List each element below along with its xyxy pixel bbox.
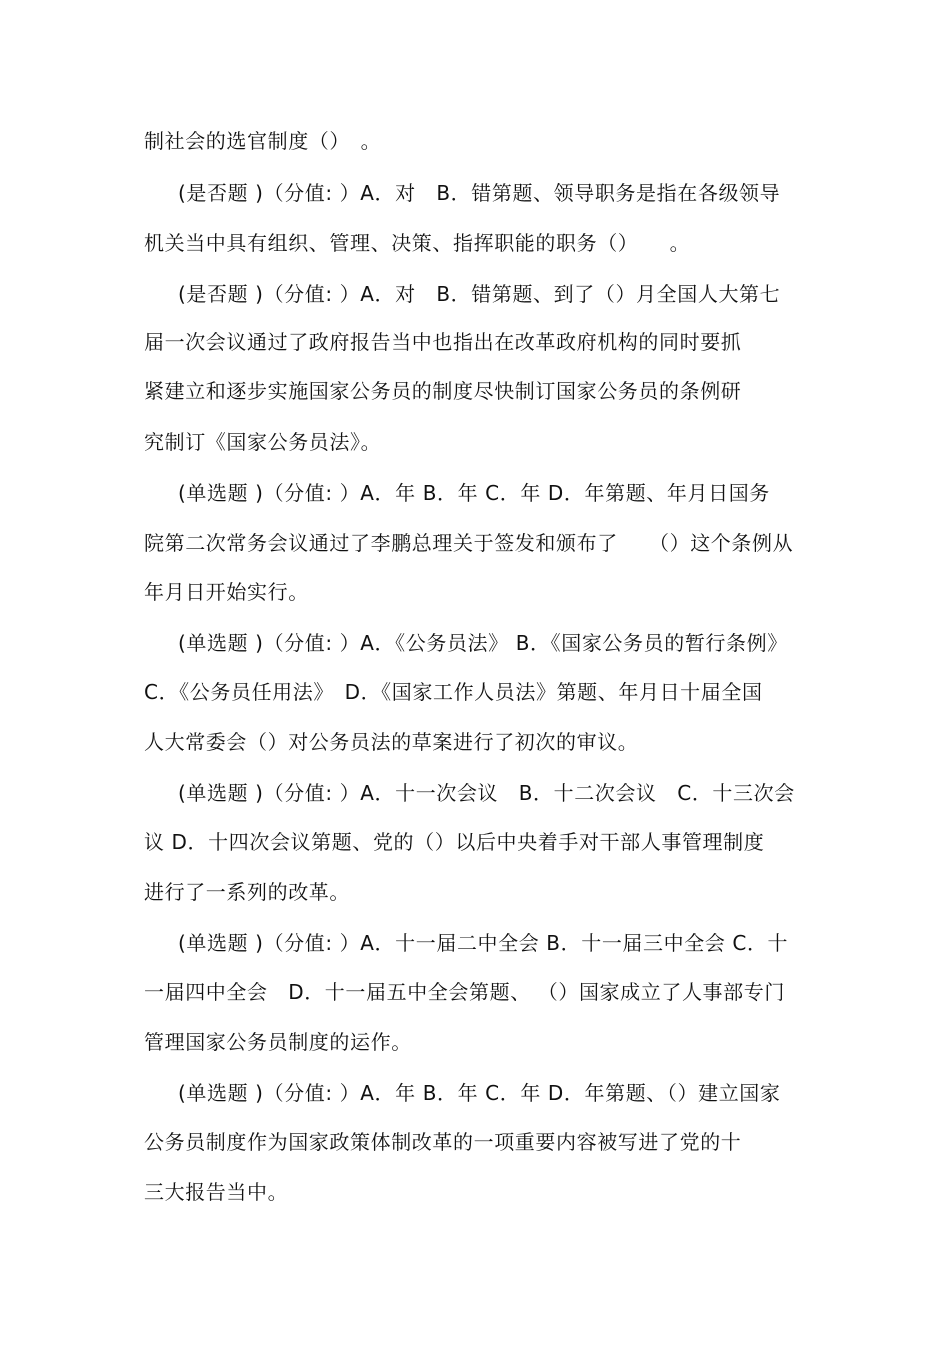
text-line: 公务员制度作为国家政策体制改革的一项重要内容被写进了党的十 — [144, 1130, 742, 1154]
text-line: 机关当中具有组织、管理、决策、指挥职能的职务（） 。 — [144, 231, 691, 255]
text-line: 人大常委会（）对公务员法的草案进行了初次的审议。 — [144, 730, 639, 754]
text-line: 三大报告当中。 — [144, 1180, 289, 1204]
text-line: (是否题 )（分值: ）A．对 B．错第题、领导职务是指在各级领导 — [178, 181, 781, 205]
text-line: 管理国家公务员制度的运作。 — [144, 1030, 412, 1054]
text-line: 议 D．十四次会议第题、党的（）以后中央着手对干部人事管理制度 — [144, 830, 765, 854]
text-line: 届一次会议通过了政府报告当中也指出在改革政府机构的同时要抓 — [144, 330, 742, 354]
text-line: C．《公务员任用法》 D．《国家工作人员法》第题、年月日十届全国 — [144, 680, 763, 704]
text-line: (是否题 )（分值: ）A．对 B．错第题、到了（）月全国人大第七 — [178, 282, 781, 306]
text-line: (单选题 )（分值: ）A．十一次会议 B．十二次会议 C．十三次会 — [178, 781, 795, 805]
text-line: 究制订《国家公务员法》。 — [144, 430, 382, 454]
text-line: 进行了一系列的改革。 — [144, 880, 350, 904]
text-line: 制社会的选官制度（） 。 — [144, 129, 382, 153]
text-line: (单选题 )（分值: ）A．十一届二中全会 B．十一届三中全会 C．十 — [178, 931, 789, 955]
text-line: 一届四中全会 D．十一届五中全会第题、 （）国家成立了人事部专门 — [144, 980, 785, 1004]
text-line: (单选题 )（分值: ）A．年 B．年 C．年 D．年第题、（）建立国家 — [178, 1081, 781, 1105]
text-line: (单选题 )（分值: ）A．年 B．年 C．年 D．年第题、年月日国务 — [178, 481, 770, 505]
text-line: 紧建立和逐步实施国家公务员的制度尽快制订国家公务员的条例研 — [144, 379, 742, 403]
text-line: 年月日开始实行。 — [144, 580, 309, 604]
text-line: 院第二次常务会议通过了李鹏总理关于签发和颁布了 （）这个条例从 — [144, 531, 794, 555]
text-line: (单选题 )（分值: ）A．《公务员法》 B．《国家公务员的暂行条例》 — [178, 631, 788, 655]
